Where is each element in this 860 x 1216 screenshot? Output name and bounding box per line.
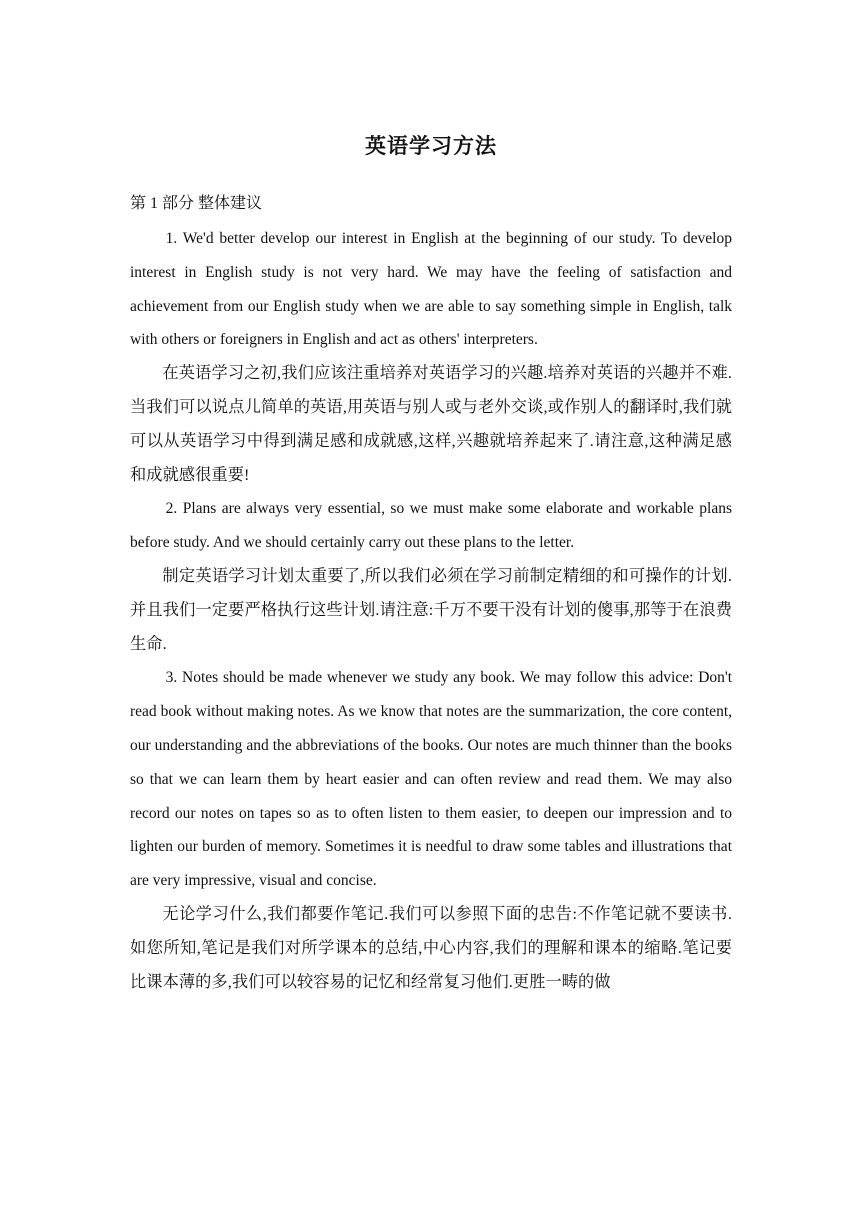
section-heading: 第 1 部分 整体建议 xyxy=(130,195,263,212)
document-body xyxy=(130,222,732,999)
paragraph-en-3: 3. Notes should be made whenever we study any book. We may follow this advice: Don't read book without making notes. As we know that notes are the summarization, the core content, our understanding and the abbreviations of the books. Our notes are much thinner than the books so that we can learn them by heart easier and can often review and read them. We may also record our notes on tapes so as to often listen to them easier, to deepen our impression and to lighten our burden of memory. Sometimes it is needful to draw some tables and illustrations that are very impressive, visual and concise. xyxy=(130,669,732,890)
paragraph-zh-1: 在英语学习之初,我们应该注重培养对英语学习的兴趣.培养对英语的兴趣并不难.当我们可以说点儿简单的英语,用英语与别人或与老外交谈,或作别人的翻译时,我们就可以从英语学习中得到满足感和成就感,这样,兴趣就培养起来了.请注意,这种满足感和成就感很重要! xyxy=(130,364,732,484)
paragraph-en-2: 2. Plans are always very essential, so we must make some elaborate and workable plans before study. And we should certainly carry out these plans to the letter. xyxy=(130,500,732,552)
paragraph-zh-3: 无论学习什么,我们都要作笔记.我们可以参照下面的忠告:不作笔记就不要读书.如您所知,笔记是我们对所学课本的总结,中心内容,我们的理解和课本的缩略.笔记要比课本薄的多,我们可以较容易的记忆和经常复习他们.更胜一畴的做 xyxy=(130,904,732,991)
paragraph-en-1: 1. We'd better develop our interest in English at the beginning of our study. To develop interest in English study is not very hard. We may have the feeling of satisfaction and achievement from our English study when we are able to say something simple in English, talk with others or foreigners in English and act as others' interpreters. xyxy=(130,230,732,349)
document-title: 英语学习方法 xyxy=(365,134,497,158)
paragraph-zh-2: 制定英语学习计划太重要了,所以我们必须在学习前制定精细的和可操作的计划. 并且我们一定要严格执行这些计划.请注意:千万不要干没有计划的傻事,那等于在浪费生命. xyxy=(130,566,732,653)
